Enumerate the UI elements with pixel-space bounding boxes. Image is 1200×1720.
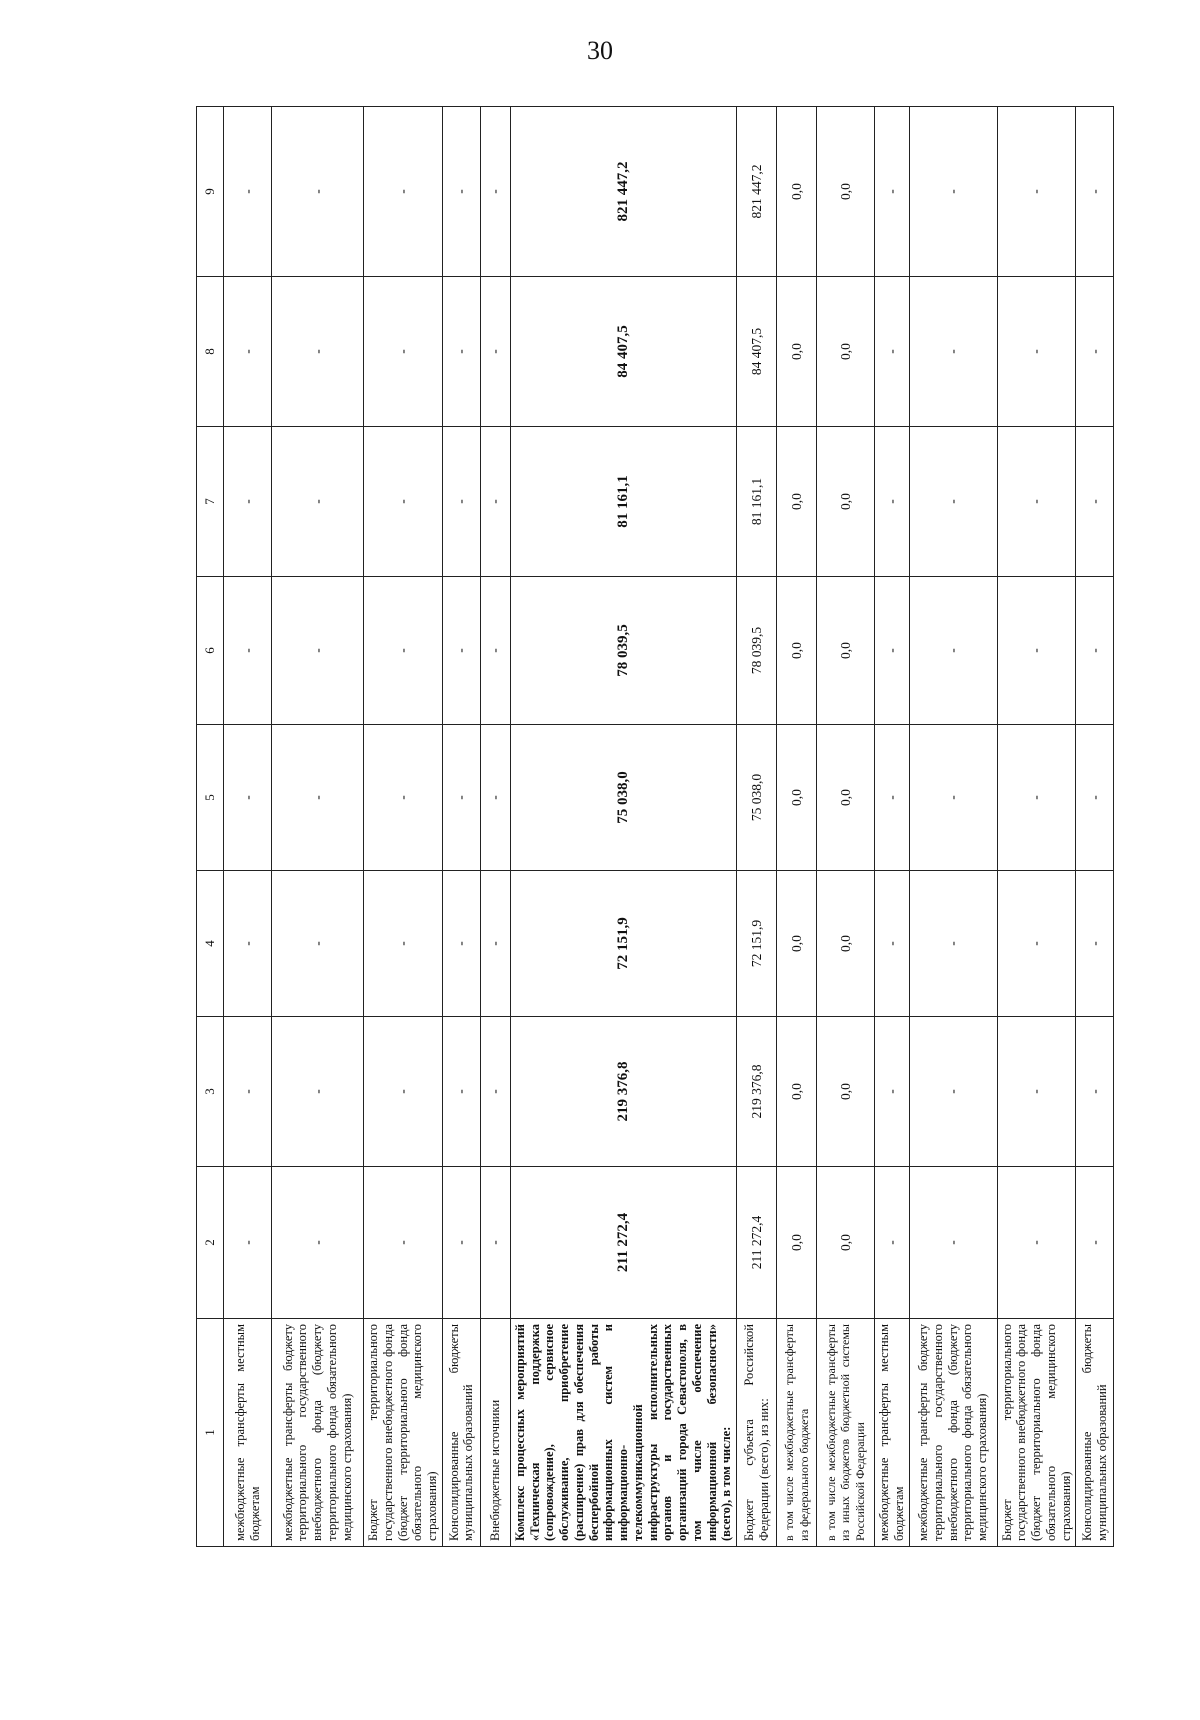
cell-value: 821 447,2 bbox=[737, 107, 777, 277]
cell-value: - bbox=[364, 1167, 443, 1319]
cell-value: - bbox=[442, 107, 480, 277]
cell-value: - bbox=[272, 1017, 364, 1167]
cell-value: 211 272,4 bbox=[510, 1167, 736, 1319]
cell-value: - bbox=[875, 871, 910, 1017]
cell-value: - bbox=[480, 277, 510, 427]
cell-value: - bbox=[442, 277, 480, 427]
cell-value: - bbox=[480, 107, 510, 277]
cell-value: - bbox=[875, 427, 910, 577]
cell-value: - bbox=[997, 725, 1076, 871]
cell-value: - bbox=[875, 577, 910, 725]
cell-value: - bbox=[909, 577, 997, 725]
cell-value: - bbox=[997, 871, 1076, 1017]
cell-value: 0,0 bbox=[777, 725, 817, 871]
cell-value: - bbox=[997, 107, 1076, 277]
cell-value: 0,0 bbox=[817, 1017, 875, 1167]
cell-value: 0,0 bbox=[777, 277, 817, 427]
cell-value: - bbox=[480, 1167, 510, 1319]
cell-value: - bbox=[875, 107, 910, 277]
column-header: 4 bbox=[197, 871, 224, 1017]
cell-value: - bbox=[997, 1017, 1076, 1167]
table-row bbox=[480, 107, 510, 1547]
cell-value: 211 272,4 bbox=[737, 1167, 777, 1319]
cell-value: 0,0 bbox=[817, 725, 875, 871]
row-label: межбюджетные трансферты бюджету территориального государственного внебюджетного фонда (бюджету территориального фонда обязательного медицинского страхования) bbox=[909, 1319, 997, 1547]
cell-value: 75 038,0 bbox=[510, 725, 736, 871]
cell-value: - bbox=[1076, 1017, 1114, 1167]
row-label: в том числе межбюджетные трансферты из федерального бюджета bbox=[777, 1319, 817, 1547]
column-header: 5 bbox=[197, 725, 224, 871]
cell-value: 84 407,5 bbox=[737, 277, 777, 427]
cell-value: - bbox=[442, 1167, 480, 1319]
cell-value: - bbox=[1076, 427, 1114, 577]
cell-value: - bbox=[480, 577, 510, 725]
table-row bbox=[909, 107, 997, 1547]
column-header: 6 bbox=[197, 577, 224, 725]
cell-value: 0,0 bbox=[777, 577, 817, 725]
column-header: 7 bbox=[197, 427, 224, 577]
cell-value: - bbox=[224, 577, 272, 725]
budget-table bbox=[196, 106, 1114, 1547]
column-header: 2 bbox=[197, 1167, 224, 1319]
cell-value: - bbox=[272, 1167, 364, 1319]
column-header: 1 bbox=[197, 1319, 224, 1547]
cell-value: 0,0 bbox=[817, 427, 875, 577]
table-row bbox=[817, 107, 875, 1547]
cell-value: - bbox=[909, 1167, 997, 1319]
cell-value: - bbox=[364, 725, 443, 871]
cell-value: 0,0 bbox=[777, 427, 817, 577]
cell-value: 0,0 bbox=[817, 277, 875, 427]
cell-value: - bbox=[442, 577, 480, 725]
column-number-row bbox=[197, 107, 224, 1547]
row-label: межбюджетные трансферты бюджету территориального государственного внебюджетного фонда (бюджету территориального фонда обязательного медицинского страхования) bbox=[272, 1319, 364, 1547]
table-row bbox=[737, 107, 777, 1547]
cell-value: - bbox=[364, 277, 443, 427]
cell-value: - bbox=[997, 1167, 1076, 1319]
cell-value: 0,0 bbox=[777, 1017, 817, 1167]
cell-value: - bbox=[909, 107, 997, 277]
row-label: Внебюджетные источники bbox=[480, 1319, 510, 1547]
column-header: 8 bbox=[197, 277, 224, 427]
table-row bbox=[777, 107, 817, 1547]
cell-value: 75 038,0 bbox=[737, 725, 777, 871]
cell-value: - bbox=[480, 427, 510, 577]
cell-value: 81 161,1 bbox=[737, 427, 777, 577]
column-header: 9 bbox=[197, 107, 224, 277]
cell-value: - bbox=[1076, 871, 1114, 1017]
cell-value: - bbox=[997, 577, 1076, 725]
cell-value: 821 447,2 bbox=[510, 107, 736, 277]
cell-value: 0,0 bbox=[777, 1167, 817, 1319]
cell-value: - bbox=[1076, 277, 1114, 427]
cell-value: - bbox=[909, 277, 997, 427]
cell-value: - bbox=[364, 871, 443, 1017]
cell-value: - bbox=[442, 871, 480, 1017]
cell-value: 78 039,5 bbox=[737, 577, 777, 725]
cell-value: - bbox=[364, 427, 443, 577]
cell-value: - bbox=[224, 277, 272, 427]
row-label: Бюджет территориального государственного внебюджетного фонда (бюджет территориального фонда обязательного медицинского страхования) bbox=[997, 1319, 1076, 1547]
cell-value: - bbox=[224, 427, 272, 577]
cell-value: - bbox=[1076, 107, 1114, 277]
cell-value: - bbox=[909, 427, 997, 577]
cell-value: 219 376,8 bbox=[737, 1017, 777, 1167]
cell-value: - bbox=[1076, 725, 1114, 871]
cell-value: - bbox=[1076, 577, 1114, 725]
cell-value: 0,0 bbox=[777, 871, 817, 1017]
cell-value: 0,0 bbox=[817, 577, 875, 725]
row-label: Бюджет субъекта Российской Федерации (всего), из них: bbox=[737, 1319, 777, 1547]
cell-value: - bbox=[272, 725, 364, 871]
cell-value: - bbox=[442, 1017, 480, 1167]
cell-value: - bbox=[272, 107, 364, 277]
cell-value: 0,0 bbox=[817, 871, 875, 1017]
cell-value: - bbox=[875, 277, 910, 427]
row-label: Консолидированные бюджеты муниципальных образований bbox=[442, 1319, 480, 1547]
cell-value: - bbox=[480, 725, 510, 871]
cell-value: - bbox=[224, 1017, 272, 1167]
cell-value: 0,0 bbox=[777, 107, 817, 277]
table-row bbox=[272, 107, 364, 1547]
row-label: в том числе межбюджетные трансферты из иных бюджетов бюджетной системы Российской Федерации bbox=[817, 1319, 875, 1547]
cell-value: 72 151,9 bbox=[737, 871, 777, 1017]
cell-value: - bbox=[364, 577, 443, 725]
cell-value: - bbox=[997, 427, 1076, 577]
cell-value: 0,0 bbox=[817, 107, 875, 277]
cell-value: 0,0 bbox=[817, 1167, 875, 1319]
table-row bbox=[997, 107, 1076, 1547]
cell-value: - bbox=[272, 427, 364, 577]
cell-value: - bbox=[442, 725, 480, 871]
cell-value: - bbox=[272, 871, 364, 1017]
cell-value: - bbox=[997, 277, 1076, 427]
cell-value: - bbox=[224, 725, 272, 871]
rotated-table-wrapper bbox=[196, 107, 1109, 1547]
cell-value: - bbox=[480, 871, 510, 1017]
cell-value: - bbox=[875, 1167, 910, 1319]
cell-value: - bbox=[224, 1167, 272, 1319]
cell-value: - bbox=[224, 871, 272, 1017]
table-row bbox=[224, 107, 272, 1547]
cell-value: - bbox=[909, 725, 997, 871]
cell-value: - bbox=[480, 1017, 510, 1167]
cell-value: - bbox=[909, 1017, 997, 1167]
cell-value: - bbox=[875, 725, 910, 871]
cell-value: - bbox=[224, 107, 272, 277]
row-label: Консолидированные бюджеты муниципальных образований bbox=[1076, 1319, 1114, 1547]
cell-value: - bbox=[364, 1017, 443, 1167]
cell-value: 81 161,1 bbox=[510, 427, 736, 577]
page-number: 30 bbox=[587, 36, 613, 65]
row-label: межбюджетные трансферты местным бюджетам bbox=[224, 1319, 272, 1547]
cell-value: - bbox=[1076, 1167, 1114, 1319]
cell-value: - bbox=[909, 871, 997, 1017]
row-label: Комплекс процессных мероприятий «Техническая поддержка (сопровождение), сервисное обслуживание, приобретение (расширение) прав для обеспечения беспербойной работы информационных систем и информационно-телекоммуникационной инфраструктуры исполнительных органов и государственных организаций города Севастополя, в том числе обеспечение информационной безопасности» (всего), в том числе: bbox=[510, 1319, 736, 1547]
cell-value: 72 151,9 bbox=[510, 871, 736, 1017]
cell-value: - bbox=[272, 577, 364, 725]
cell-value: - bbox=[364, 107, 443, 277]
table-row bbox=[442, 107, 480, 1547]
table-row bbox=[1076, 107, 1114, 1547]
cell-value: - bbox=[442, 427, 480, 577]
cell-value: - bbox=[272, 277, 364, 427]
table-row bbox=[875, 107, 910, 1547]
cell-value: 78 039,5 bbox=[510, 577, 736, 725]
column-header: 3 bbox=[197, 1017, 224, 1167]
table-row bbox=[510, 107, 736, 1547]
cell-value: 84 407,5 bbox=[510, 277, 736, 427]
table-row bbox=[364, 107, 443, 1547]
row-label: Бюджет территориального государственного внебюджетного фонда (бюджет территориального фонда обязательного медицинского страхования) bbox=[364, 1319, 443, 1547]
cell-value: - bbox=[875, 1017, 910, 1167]
row-label: межбюджетные трансферты местным бюджетам bbox=[875, 1319, 910, 1547]
cell-value: 219 376,8 bbox=[510, 1017, 736, 1167]
